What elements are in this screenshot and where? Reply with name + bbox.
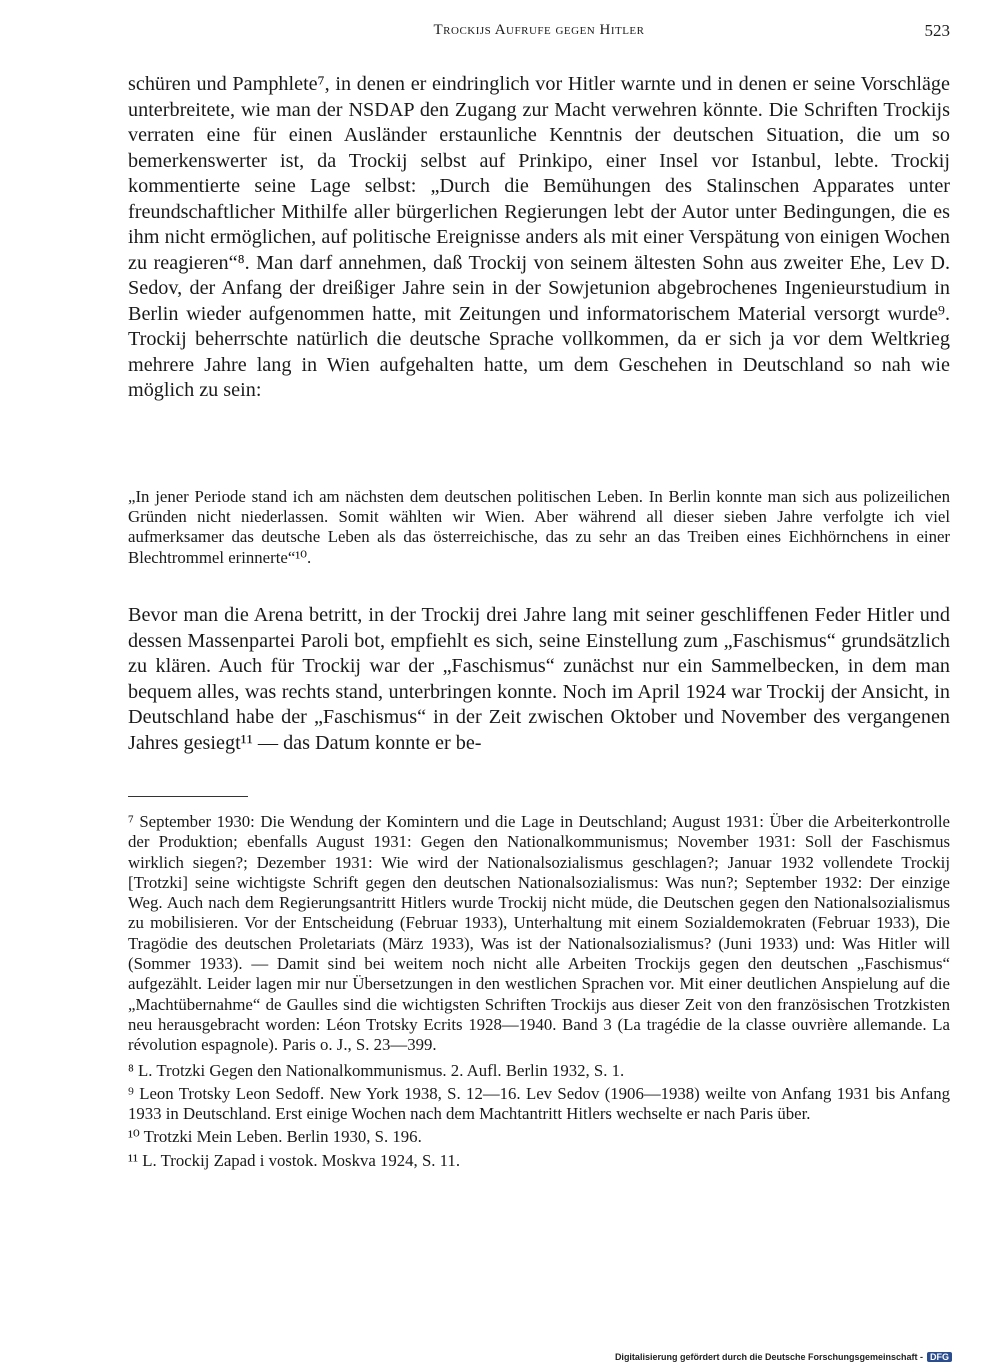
footnote-10: ¹⁰ Trotzki Mein Leben. Berlin 1930, S. 196. — [128, 1127, 422, 1147]
footnotes — [128, 812, 950, 1174]
footnote-11: ¹¹ L. Trockij Zapad i vostok. Moskva 1924, S. 11. — [128, 1150, 461, 1170]
footnote-separator — [128, 796, 248, 797]
digitization-credit — [615, 1352, 952, 1362]
body-paragraph-1: schüren und Pamphlete⁷, in denen er eindringlich vor Hitler warnte und in denen er seine Vorschläge unterbreitete, wie man der NSDAP den Zugang zur Macht verwehren könnte. Die Schriften Trockijs verraten eine für einen Ausländer erstaunliche Kenntnis der deutschen Situation, die um so bemerkenswerter ist, da Trockij selbst auf Prinkipo, einer Insel vor Istanbul, lebte. Trockij kommentierte seine Lage selbst: „Durch die Bemühungen des Stalinschen Apparates unter freundschaftlicher Mithilfe aller bürgerlichen Regierungen lebt der Autor unter Bedingungen, die es ihm nicht ermöglichen, auf politische Ereignisse anders als mit einer Verspätung von einigen Wochen zu reagieren“⁸. Man darf annehmen, daß Trockij von seinem ältesten Sohn aus zweiter Ehe, Lev D. Sedov, der Anfang der dreißiger Jahre sein in der Sowjetunion abgebrochenes Ingenieurstudium in Berlin wieder aufgenommen hatte, mit Zeitungen und informatorischem Material versorgt wurde⁹. Trockij beherrschte natürlich die deutsche Sprache vollkommen, da er sich ja vor dem Weltkrieg mehrere Jahre lang in Wien aufgehalten hatte, um dem Geschehen in Deutschland so nah wie möglich zu sein: — [128, 73, 950, 401]
body-paragraph-2: Bevor man die Arena betritt, in der Trockij drei Jahre lang mit seiner geschliffenen Feder Hitler und dessen Massenpartei Paroli bot, empfiehlt es sich, seine Einstellung zum „Faschismus“ grundsätzlich zu klären. Auch für Trockij war der „Faschismus“ zunächst nur ein Sammelbecken, in dem man bequem alles, was rechts stand, unterbringen konnte. Noch im April 1924 war Trockij der Ansicht, in Deutschland habe der „Faschismus“ in der Zeit zwischen Oktober und November des vergangenen Jahres gesiegt¹¹ — das Datum konnte er be- — [128, 604, 950, 754]
page-header — [128, 22, 950, 46]
page-number: 523 — [924, 21, 950, 40]
footnote-7: ⁷ September 1930: Die Wendung der Komintern und die Lage in Deutschland; August 1931: Über die Arbeiterkontrolle der Produktion; ebenfalls August 1931: Gegen den Nationalkommunismus; November 1931: Soll der Faschismus wirklich siegen?; Dezember 1931: Wie wird der Nationalsozialismus geschlagen?; Januar 1932 vollendete Trockij [Trotzki] seine wichtigste Schrift gegen den deutschen Nationalsozialismus: Was nun?; September 1932: Der einzige Weg. Auch nach dem Regierungsantritt Hitlers wurde Trockij nicht müde, die Deutschen gegen den Nationalsozialismus zu mobilisieren. Vor der Entscheidung (Februar 1933), Unterhaltung mit einem Sozialdemokraten (Februar 1933), Die Tragödie des deutschen Proletariats (März 1933), Was ist der Nationalsozialismus? (Juni 1933) und: Was Hitler will (Sommer 1933). — Damit sind bei weitem noch nicht alle Arbeiten Trockijs gegen den deutschen „Faschismus“ aufgezählt. Leider lagen mir nur Übersetzungen in den westlichen Sprachen vor. Mit einer deutlichen Anspielung auf die „Machtübernahme“ de Gaulles sind die wichtigsten Schriften Trockijs aus dieser Zeit von den französischen Trotzkisten neu herausgebracht worden: Léon Trotsky Ecrits 1928—1940. Band 3 (La tragédie de la classe ouvrière allemande. La révolution espagnole). Paris o. J., S. 23—399. — [128, 812, 950, 1055]
block-quote: „In jener Periode stand ich am nächsten dem deutschen politischen Leben. In Berlin konnte man sich aus polizeilichen Gründen nicht niederlassen. Somit wählten wir Wien. Aber während all dieser sieben Jahre verfolgte ich viel aufmerksamer das deutsche Leben als das österreichische, das zu sehr an das Treiben eines Eichhörnchens in einer Blechtrommel erinnerte“¹⁰. — [128, 487, 950, 567]
running-head: Trockijs Aufrufe gegen Hitler — [433, 22, 645, 38]
footnote-8: ⁸ L. Trotzki Gegen den Nationalkommunismus. 2. Aufl. Berlin 1932, S. 1. — [128, 1060, 625, 1080]
credit-text: Digitalisierung gefördert durch die Deutsche Forschungsgemeinschaft - — [614, 1352, 923, 1362]
dfg-logo: DFG — [927, 1352, 952, 1362]
footnote-9: ⁹ Leon Trotsky Leon Sedoff. New York 1938, S. 12—16. Lev Sedov (1906—1938) weilte von Anfang 1931 bis Anfang 1933 in Deutschland. Erst einige Wochen nach dem Machtantritt Hitlers wechselte er nach Paris über. — [128, 1083, 950, 1124]
